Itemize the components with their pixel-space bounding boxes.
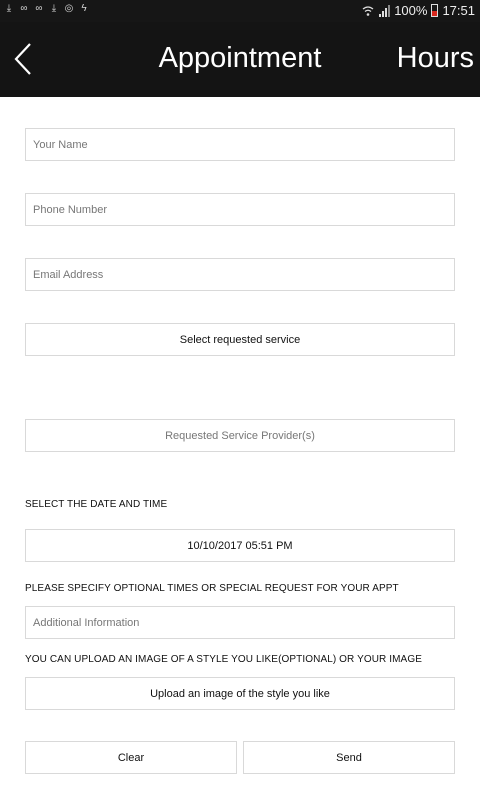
email-input[interactable] xyxy=(26,259,454,290)
additional-info-field[interactable] xyxy=(25,606,455,639)
additional-info-input[interactable] xyxy=(26,607,454,638)
upload-image-button[interactable]: Upload an image of the style you like xyxy=(25,677,455,710)
select-service-button[interactable]: Select requested service xyxy=(25,323,455,356)
status-bar xyxy=(0,0,480,22)
clock: 17:51 xyxy=(442,3,475,18)
optional-request-heading: PLEASE SPECIFY OPTIONAL TIMES OR SPECIAL REQUEST FOR YOUR APPT xyxy=(25,583,399,594)
service-provider-button[interactable]: Requested Service Provider(s) xyxy=(25,419,455,452)
download-icon: ⤓ xyxy=(6,3,12,14)
signal-icon xyxy=(378,5,390,17)
sync-icon: ◎ xyxy=(64,3,74,14)
wifi-icon xyxy=(362,5,374,17)
date-time-heading: SELECT THE DATE AND TIME xyxy=(25,499,168,510)
send-button[interactable]: Send xyxy=(243,741,455,774)
voicemail-icon: ∞ xyxy=(20,3,28,14)
voicemail-icon: ∞ xyxy=(35,3,43,14)
clear-button[interactable]: Clear xyxy=(25,741,237,774)
phone-input[interactable] xyxy=(26,194,454,225)
name-input[interactable] xyxy=(26,129,454,160)
status-system-icons xyxy=(362,3,475,18)
charging-icon: ϟ xyxy=(81,3,87,14)
app-bar xyxy=(0,22,480,97)
battery-percent: 100% xyxy=(394,3,428,18)
name-field[interactable] xyxy=(25,128,455,161)
battery-icon xyxy=(431,4,438,17)
datetime-picker-button[interactable]: 10/10/2017 05:51 PM xyxy=(25,529,455,562)
status-notification-icons xyxy=(4,3,89,15)
upload-heading: YOU CAN UPLOAD AN IMAGE OF A STYLE YOU LIKE(OPTIONAL) OR YOUR IMAGE xyxy=(25,654,422,665)
email-field[interactable] xyxy=(25,258,455,291)
download-icon: ⤓ xyxy=(51,3,57,14)
page-title: Appointment xyxy=(158,42,322,74)
phone-field[interactable] xyxy=(25,193,455,226)
hours-link[interactable]: Hours xyxy=(396,42,474,74)
